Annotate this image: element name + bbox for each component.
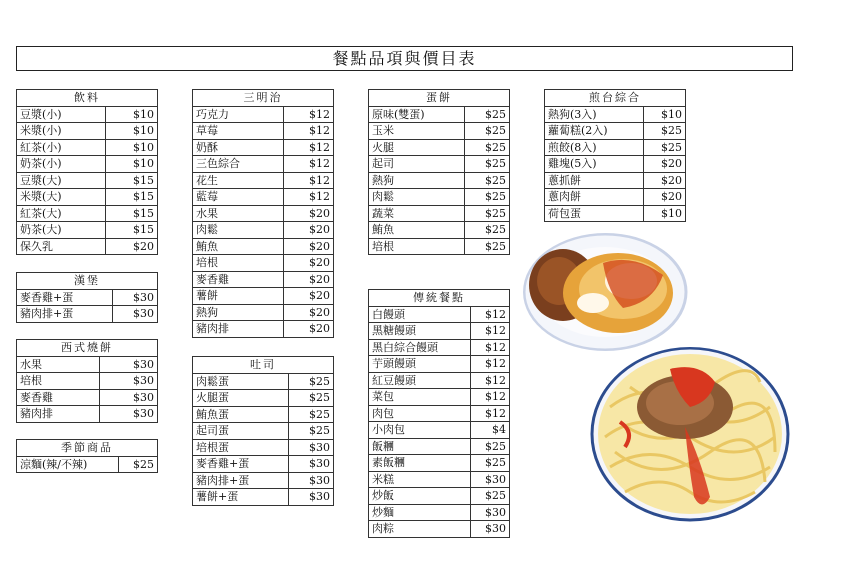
menu-item-row	[369, 488, 510, 505]
section-title: 飲料	[17, 90, 158, 107]
menu-item-name: 肉鬆	[193, 222, 284, 239]
menu-item-price: $25	[289, 423, 334, 440]
menu-item-price: $25	[289, 373, 334, 390]
menu-item-name: 起司	[369, 156, 465, 173]
menu-item-name: 肉鬆蛋	[193, 373, 289, 390]
menu-item-name: 草莓	[193, 123, 284, 140]
menu-item-price: $10	[106, 156, 158, 173]
menu-item-price: $10	[106, 106, 158, 123]
menu-item-name: 麥香雞+蛋	[193, 456, 289, 473]
section-title: 吐司	[193, 357, 334, 374]
menu-item-row	[369, 106, 510, 123]
menu-item-row	[17, 289, 158, 306]
menu-item-row	[369, 372, 510, 389]
menu-item-row	[193, 106, 334, 123]
section-header-row	[17, 90, 158, 107]
menu-item-name: 薯餅+蛋	[193, 489, 289, 506]
section-title: 季節商品	[17, 440, 158, 457]
menu-item-name: 肉粽	[369, 521, 471, 538]
menu-item-row	[369, 455, 510, 472]
menu-item-name: 豆漿(大)	[17, 172, 106, 189]
menu-item-name: 水果	[193, 205, 284, 222]
menu-item-name: 蔥肉餅	[545, 189, 644, 206]
menu-item-row	[17, 238, 158, 255]
menu-item-name: 麥香雞	[193, 271, 284, 288]
menu-item-row	[193, 304, 334, 321]
menu-item-price: $10	[644, 205, 686, 222]
menu-item-row	[369, 356, 510, 373]
menu-item-row	[193, 439, 334, 456]
menu-item-name: 奶酥	[193, 139, 284, 156]
menu-item-row	[369, 323, 510, 340]
page-title: 餐點品項與價目表	[16, 46, 793, 71]
menu-item-price: $30	[289, 472, 334, 489]
menu-item-name: 涼麵(辣/不辣)	[17, 456, 119, 473]
menu-item-name: 蘿蔔糕(2入)	[545, 123, 644, 140]
menu-item-row	[17, 156, 158, 173]
menu-item-row	[369, 405, 510, 422]
menu-item-row	[193, 472, 334, 489]
menu-item-row	[193, 255, 334, 272]
menu-item-price: $25	[119, 456, 158, 473]
menu-item-price: $12	[470, 405, 509, 422]
menu-item-row	[369, 471, 510, 488]
section-title: 三明治	[193, 90, 334, 107]
menu-item-price: $25	[644, 123, 686, 140]
section-header-row	[369, 90, 510, 107]
menu-item-price: $15	[106, 205, 158, 222]
menu-item-row	[193, 423, 334, 440]
section-title: 傳統餐點	[369, 290, 510, 307]
menu-item-price: $25	[644, 139, 686, 156]
menu-item-price: $12	[284, 189, 334, 206]
menu-item-name: 奶茶(大)	[17, 222, 106, 239]
menu-item-name: 藍莓	[193, 189, 284, 206]
menu-item-row	[545, 106, 686, 123]
menu-item-row	[369, 389, 510, 406]
menu-item-row	[545, 172, 686, 189]
menu-item-row	[193, 222, 334, 239]
menu-item-row	[17, 356, 158, 373]
menu-item-row	[17, 406, 158, 423]
menu-table-egg-crepe	[368, 89, 510, 255]
menu-item-price: $12	[470, 356, 509, 373]
menu-item-name: 白饅頭	[369, 306, 471, 323]
menu-table-burgers	[16, 272, 158, 323]
menu-item-row	[369, 521, 510, 538]
egg-crepe-photo	[523, 233, 688, 351]
menu-item-row	[369, 339, 510, 356]
section-header-row	[17, 440, 158, 457]
menu-item-row	[193, 321, 334, 338]
menu-item-row	[369, 504, 510, 521]
menu-item-name: 起司蛋	[193, 423, 289, 440]
menu-item-name: 米漿(大)	[17, 189, 106, 206]
menu-item-name: 熱狗(3入)	[545, 106, 644, 123]
menu-item-price: $12	[284, 172, 334, 189]
menu-item-row	[193, 456, 334, 473]
section-header-row	[369, 290, 510, 307]
menu-item-name: 巧克力	[193, 106, 284, 123]
menu-item-name: 熱狗	[193, 304, 284, 321]
menu-item-price: $15	[106, 222, 158, 239]
menu-item-price: $25	[464, 123, 509, 140]
menu-item-name: 培根	[369, 238, 465, 255]
menu-item-price: $25	[289, 390, 334, 407]
menu-item-price: $30	[470, 504, 509, 521]
menu-item-name: 保久乳	[17, 238, 106, 255]
menu-item-row	[17, 456, 158, 473]
menu-item-row	[369, 123, 510, 140]
menu-item-row	[369, 189, 510, 206]
section-title: 煎台綜合	[545, 90, 686, 107]
menu-item-row	[545, 205, 686, 222]
menu-item-price: $10	[106, 139, 158, 156]
menu-item-row	[193, 156, 334, 173]
section-header-row	[193, 90, 334, 107]
menu-item-price: $20	[284, 222, 334, 239]
menu-item-name: 水果	[17, 356, 100, 373]
menu-item-price: $30	[470, 471, 509, 488]
menu-item-price: $25	[464, 205, 509, 222]
menu-item-name: 肉包	[369, 405, 471, 422]
menu-item-name: 三色綜合	[193, 156, 284, 173]
section-header-row	[17, 273, 158, 290]
menu-item-name: 紅豆饅頭	[369, 372, 471, 389]
menu-item-price: $25	[464, 238, 509, 255]
section-header-row	[545, 90, 686, 107]
menu-item-price: $20	[644, 189, 686, 206]
menu-item-row	[193, 139, 334, 156]
menu-item-name: 蔥抓餅	[545, 172, 644, 189]
menu-item-name: 鮪魚	[369, 222, 465, 239]
menu-item-price: $12	[470, 323, 509, 340]
menu-item-price: $12	[284, 123, 334, 140]
menu-item-name: 芋頭饅頭	[369, 356, 471, 373]
menu-item-name: 炒飯	[369, 488, 471, 505]
menu-item-price: $25	[464, 172, 509, 189]
menu-item-row	[369, 306, 510, 323]
menu-item-name: 煎餃(8入)	[545, 139, 644, 156]
menu-item-price: $12	[470, 339, 509, 356]
section-title: 西式燒餅	[17, 340, 158, 357]
menu-item-row	[193, 271, 334, 288]
section-header-row	[193, 357, 334, 374]
menu-item-price: $20	[644, 172, 686, 189]
menu-table-toast	[192, 356, 334, 506]
menu-item-name: 培根	[17, 373, 100, 390]
menu-item-row	[17, 123, 158, 140]
menu-item-name: 薯餅	[193, 288, 284, 305]
menu-item-price: $25	[470, 488, 509, 505]
menu-item-row	[193, 238, 334, 255]
menu-item-name: 炒麵	[369, 504, 471, 521]
menu-item-name: 花生	[193, 172, 284, 189]
menu-item-row	[193, 172, 334, 189]
menu-item-price: $20	[284, 321, 334, 338]
menu-table-taiwanese	[544, 89, 686, 222]
menu-item-row	[369, 156, 510, 173]
menu-item-name: 黑糖饅頭	[369, 323, 471, 340]
menu-item-price: $30	[99, 356, 157, 373]
menu-item-price: $10	[644, 106, 686, 123]
menu-item-name: 豬肉排+蛋	[17, 306, 113, 323]
menu-item-name: 豬肉排+蛋	[193, 472, 289, 489]
menu-item-name: 麥香雞+蛋	[17, 289, 113, 306]
menu-item-row	[545, 189, 686, 206]
menu-item-price: $30	[99, 406, 157, 423]
menu-item-price: $30	[99, 373, 157, 390]
menu-item-row	[369, 238, 510, 255]
menu-item-name: 培根	[193, 255, 284, 272]
menu-item-price: $12	[284, 156, 334, 173]
menu-item-name: 熱狗	[369, 172, 465, 189]
menu-item-name: 培根蛋	[193, 439, 289, 456]
menu-item-row	[17, 373, 158, 390]
menu-item-price: $10	[106, 123, 158, 140]
menu-item-name: 紅茶(大)	[17, 205, 106, 222]
menu-item-row	[17, 205, 158, 222]
menu-item-row	[545, 139, 686, 156]
cold-noodles-photo	[590, 347, 790, 522]
menu-item-name: 雞塊(5入)	[545, 156, 644, 173]
menu-item-name: 豆漿(小)	[17, 106, 106, 123]
menu-item-row	[369, 422, 510, 439]
menu-item-price: $15	[106, 189, 158, 206]
menu-item-row	[369, 222, 510, 239]
menu-item-price: $20	[284, 205, 334, 222]
menu-item-price: $20	[106, 238, 158, 255]
menu-item-price: $12	[470, 372, 509, 389]
menu-item-row	[17, 172, 158, 189]
menu-item-name: 玉米	[369, 123, 465, 140]
menu-item-price: $30	[99, 389, 157, 406]
menu-item-row	[369, 172, 510, 189]
menu-item-row	[545, 156, 686, 173]
menu-item-row	[193, 288, 334, 305]
menu-item-name: 鮪魚蛋	[193, 406, 289, 423]
menu-item-name: 豬肉排	[193, 321, 284, 338]
menu-item-row	[17, 189, 158, 206]
menu-item-price: $15	[106, 172, 158, 189]
menu-item-row	[545, 123, 686, 140]
menu-item-price: $12	[284, 139, 334, 156]
menu-item-name: 豬肉排	[17, 406, 100, 423]
menu-item-price: $20	[284, 271, 334, 288]
menu-item-price: $30	[113, 306, 158, 323]
menu-item-price: $30	[289, 489, 334, 506]
menu-item-row	[193, 373, 334, 390]
menu-item-name: 素飯糰	[369, 455, 471, 472]
menu-item-row	[193, 406, 334, 423]
menu-item-row	[17, 139, 158, 156]
menu-item-row	[369, 205, 510, 222]
menu-item-price: $4	[470, 422, 509, 439]
menu-item-price: $20	[284, 288, 334, 305]
menu-item-name: 火腿蛋	[193, 390, 289, 407]
menu-item-name: 米漿(小)	[17, 123, 106, 140]
section-title: 漢堡	[17, 273, 158, 290]
menu-item-price: $30	[289, 456, 334, 473]
section-header-row	[17, 340, 158, 357]
menu-item-name: 紅茶(小)	[17, 139, 106, 156]
menu-item-price: $25	[470, 455, 509, 472]
menu-item-price: $12	[470, 389, 509, 406]
menu-item-price: $25	[464, 139, 509, 156]
menu-item-name: 麥香雞	[17, 389, 100, 406]
menu-item-name: 飯糰	[369, 438, 471, 455]
menu-item-price: $20	[644, 156, 686, 173]
menu-item-row	[193, 123, 334, 140]
menu-item-price: $12	[470, 306, 509, 323]
menu-table-traditional	[368, 289, 510, 538]
menu-item-price: $25	[464, 222, 509, 239]
menu-item-price: $20	[284, 255, 334, 272]
menu-item-row	[17, 389, 158, 406]
menu-item-price: $20	[284, 238, 334, 255]
menu-table-drinks	[16, 89, 158, 255]
menu-item-price: $30	[470, 521, 509, 538]
menu-item-name: 菜包	[369, 389, 471, 406]
menu-item-row	[193, 390, 334, 407]
menu-item-price: $25	[464, 189, 509, 206]
menu-item-row	[193, 205, 334, 222]
menu-table-western-bread	[16, 339, 158, 423]
menu-item-name: 原味(雙蛋)	[369, 106, 465, 123]
menu-item-row	[193, 189, 334, 206]
menu-item-row	[369, 438, 510, 455]
menu-item-name: 蔬菜	[369, 205, 465, 222]
section-title: 蛋餅	[369, 90, 510, 107]
menu-item-row	[17, 106, 158, 123]
menu-item-name: 荷包蛋	[545, 205, 644, 222]
menu-item-row	[193, 489, 334, 506]
menu-item-price: $30	[289, 439, 334, 456]
menu-item-name: 鮪魚	[193, 238, 284, 255]
menu-item-price: $25	[464, 106, 509, 123]
menu-table-seasonal	[16, 439, 158, 473]
menu-item-price: $12	[284, 106, 334, 123]
menu-item-name: 奶茶(小)	[17, 156, 106, 173]
menu-item-row	[17, 222, 158, 239]
menu-item-name: 肉鬆	[369, 189, 465, 206]
menu-table-sandwiches	[192, 89, 334, 338]
menu-item-row	[369, 139, 510, 156]
menu-item-name: 米糕	[369, 471, 471, 488]
menu-item-name: 黑白綜合饅頭	[369, 339, 471, 356]
menu-item-price: $25	[470, 438, 509, 455]
menu-item-name: 小肉包	[369, 422, 471, 439]
menu-item-name: 火腿	[369, 139, 465, 156]
menu-item-price: $30	[113, 289, 158, 306]
menu-item-price: $25	[289, 406, 334, 423]
menu-item-row	[17, 306, 158, 323]
menu-item-price: $25	[464, 156, 509, 173]
menu-item-price: $20	[284, 304, 334, 321]
